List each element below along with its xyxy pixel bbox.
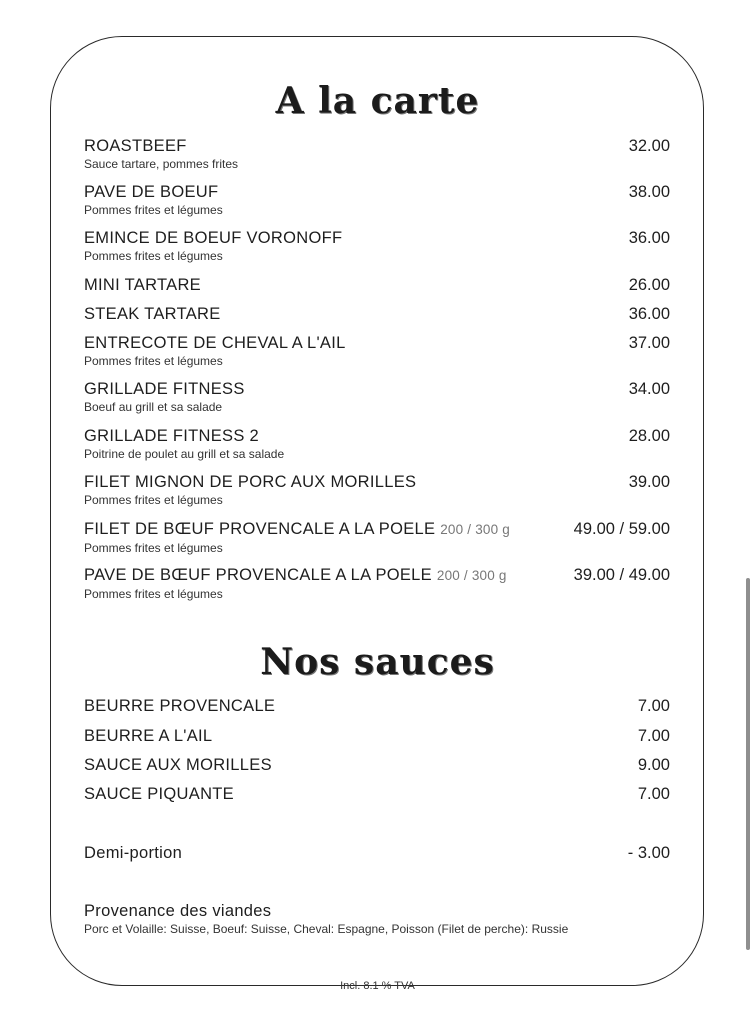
item-name: GRILLADE FITNESS <box>84 380 245 398</box>
sauce-name: BEURRE PROVENCALE <box>84 697 276 715</box>
tva-note: Incl. 8.1 % TVA <box>340 980 415 992</box>
provenance <box>84 901 670 937</box>
item-price: 26.00 <box>628 276 670 294</box>
item-weight: 200 / 300 g <box>440 522 510 537</box>
item-desc: Pommes frites et légumes <box>84 493 223 507</box>
item-price: 49.00 / 59.00 <box>573 520 670 538</box>
menu-item <box>84 519 670 556</box>
sauce-item <box>84 755 670 775</box>
item-name: STEAK TARTARE <box>84 305 221 323</box>
item-name: ROASTBEEF <box>84 137 187 155</box>
item-name: PAVE DE BŒUF PROVENCALE A LA POELE <box>84 566 432 584</box>
item-price: 37.00 <box>628 334 670 352</box>
item-weight: 200 / 300 g <box>436 568 507 583</box>
item-desc: Poitrine de poulet au grill et sa salade <box>84 447 285 461</box>
item-desc: Pommes frites et légumes <box>84 203 223 217</box>
sauces-title: Nos sauces <box>260 641 495 683</box>
menu-item <box>84 182 670 218</box>
carte-title: A la carte <box>275 80 480 122</box>
item-desc: Pommes frites et légumes <box>84 249 223 263</box>
item-name: FILET MIGNON DE PORC AUX MORILLES <box>84 473 417 491</box>
item-price: 39.00 <box>628 473 670 491</box>
provenance-title: Provenance des viandes <box>84 902 272 920</box>
sauce-name: SAUCE AUX MORILLES <box>84 756 272 774</box>
provenance-text: Porc et Volaille: Suisse, Boeuf: Suisse, Cheval: Espagne, Poisson (Filet de perche): Russie <box>84 922 569 936</box>
sauce-item <box>84 784 670 804</box>
sauce-name: BEURRE A L'AIL <box>84 727 213 745</box>
item-desc: Sauce tartare, pommes frites <box>84 157 239 171</box>
item-name: EMINCE DE BOEUF VORONOFF <box>84 229 343 247</box>
menu-item <box>84 228 670 264</box>
item-desc: Pommes frites et légumes <box>84 587 223 601</box>
menu-item <box>84 379 670 415</box>
sauce-price: 9.00 <box>637 756 670 774</box>
menu-item <box>84 565 670 602</box>
menu-item <box>84 472 670 508</box>
item-desc: Boeuf au grill et sa salade <box>84 400 223 414</box>
menu-item <box>84 426 670 462</box>
demi-label: Demi-portion <box>84 844 183 862</box>
item-name: MINI TARTARE <box>84 276 201 294</box>
scrollbar[interactable] <box>746 578 750 950</box>
menu-item <box>84 304 670 324</box>
item-name: ENTRECOTE DE CHEVAL A L'AIL <box>84 334 346 352</box>
item-desc: Pommes frites et légumes <box>84 541 223 555</box>
item-price: 36.00 <box>628 305 670 323</box>
demi-price: - 3.00 <box>627 844 670 862</box>
demi-portion <box>84 843 670 863</box>
sauce-price: 7.00 <box>637 697 670 715</box>
sauce-price: 7.00 <box>637 727 670 745</box>
menu-item <box>84 136 670 172</box>
sauce-item <box>84 696 670 716</box>
item-name: FILET DE BŒUF PROVENCALE A LA POELE <box>84 520 436 538</box>
sauce-item <box>84 726 670 746</box>
item-price: 38.00 <box>628 183 670 201</box>
item-name: PAVE DE BOEUF <box>84 183 219 201</box>
item-price: 32.00 <box>628 137 670 155</box>
item-name: GRILLADE FITNESS 2 <box>84 427 260 445</box>
item-price: 34.00 <box>628 380 670 398</box>
item-price: 36.00 <box>628 229 670 247</box>
sauce-price: 7.00 <box>637 785 670 803</box>
item-price: 39.00 / 49.00 <box>573 566 670 584</box>
item-desc: Pommes frites et légumes <box>84 354 223 368</box>
sauce-name: SAUCE PIQUANTE <box>84 785 234 803</box>
item-price: 28.00 <box>628 427 670 445</box>
menu-item <box>84 333 670 369</box>
menu-item <box>84 275 670 295</box>
